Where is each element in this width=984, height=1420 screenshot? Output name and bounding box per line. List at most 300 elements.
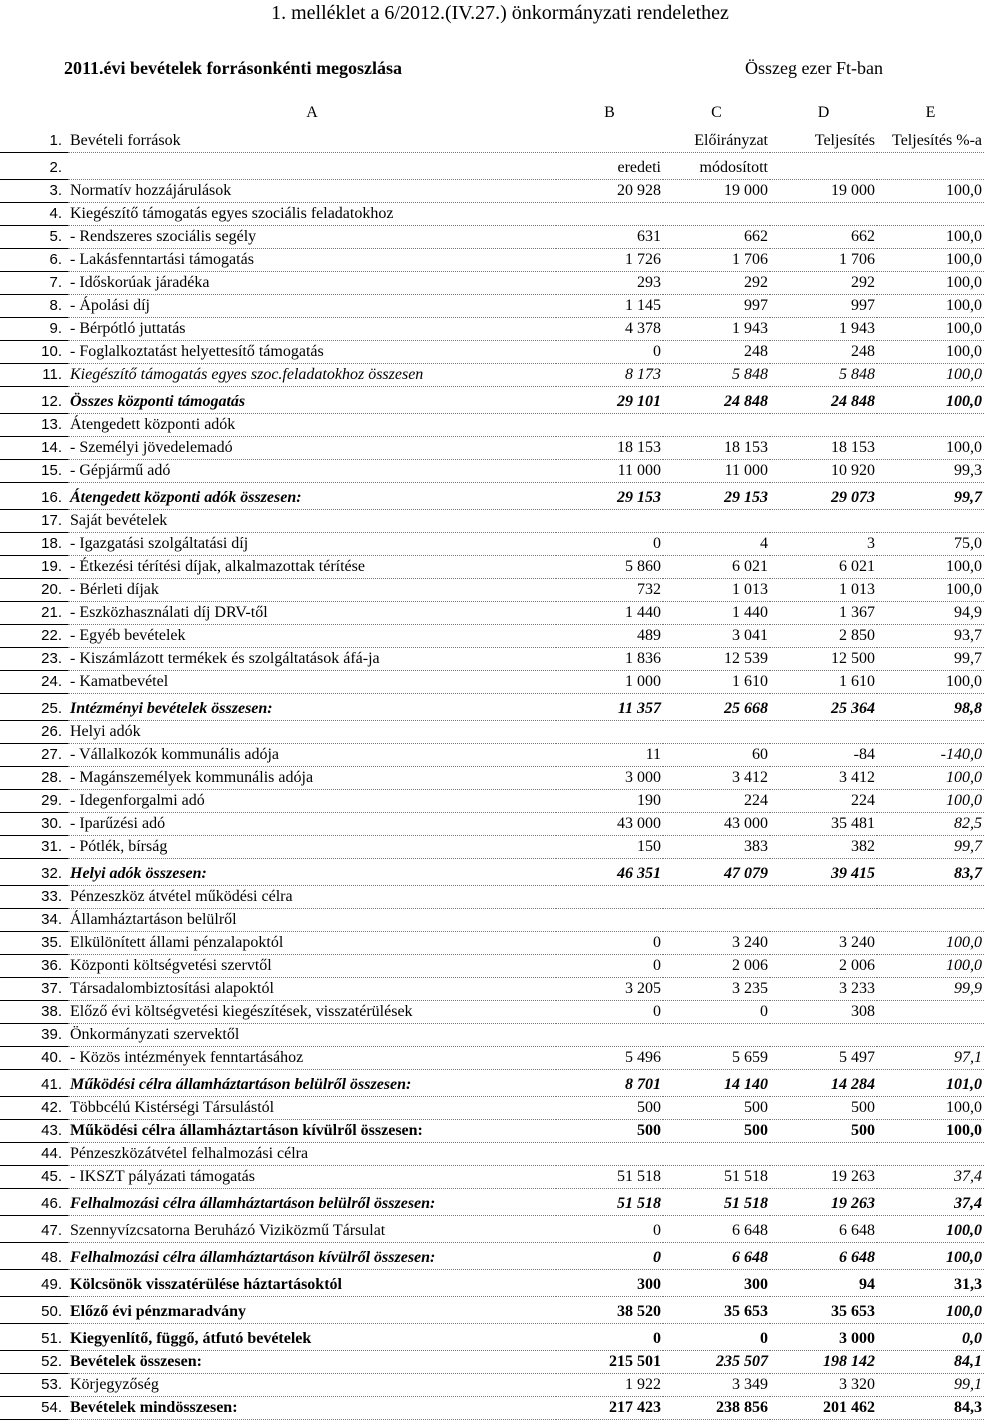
value-modositott	[663, 203, 770, 226]
row-number: 42.	[0, 1097, 68, 1120]
value-teljesites-pct: 97,1	[877, 1047, 984, 1070]
value-teljesites-pct: 100,0	[877, 226, 984, 249]
row-number: 12.	[0, 391, 68, 414]
value-teljesites-pct: 100,0	[877, 437, 984, 460]
value-teljesites-pct	[877, 721, 984, 744]
value-modositott: 18 153	[663, 437, 770, 460]
value-eredeti: 51 518	[556, 1166, 663, 1189]
value-modositott: 1 013	[663, 579, 770, 602]
row-number: 54.	[0, 1397, 68, 1420]
row-number: 6.	[0, 249, 68, 272]
row-label: - Személyi jövedelemadó	[68, 437, 556, 460]
value-teljesites: 3 000	[770, 1328, 877, 1351]
row-label: Kiegészítő támogatás egyes szociális feladatokhoz	[68, 203, 556, 226]
table-row	[0, 414, 984, 437]
value-eredeti: 1 836	[556, 648, 663, 671]
table-row	[0, 886, 984, 909]
value-teljesites-pct: 93,7	[877, 625, 984, 648]
row-label: Pénzeszköz átvétel működési célra	[68, 886, 556, 909]
table-row	[0, 698, 984, 721]
table-row	[0, 744, 984, 767]
table-row	[0, 203, 984, 226]
value-teljesites	[770, 203, 877, 226]
row-label: Felhalmozási célra államháztartáson kívülről összesen:	[68, 1247, 556, 1270]
value-modositott: 6 648	[663, 1247, 770, 1270]
value-teljesites: 18 153	[770, 437, 877, 460]
value-teljesites-pct: 100,0	[877, 341, 984, 364]
table-row	[0, 556, 984, 579]
table-row	[0, 1120, 984, 1143]
value-modositott: 60	[663, 744, 770, 767]
row-number: 15.	[0, 460, 68, 483]
value-teljesites-pct: 37,4	[877, 1193, 984, 1216]
header-b	[556, 130, 663, 153]
row-number: 31.	[0, 836, 68, 859]
value-modositott: 29 153	[663, 487, 770, 510]
value-eredeti: 0	[556, 1328, 663, 1351]
sub-header-c: módosított	[663, 157, 770, 180]
value-modositott: 0	[663, 1001, 770, 1024]
column-letter-c: C	[711, 104, 722, 121]
row-number: 17.	[0, 510, 68, 533]
value-teljesites-pct	[877, 203, 984, 226]
table-row	[0, 295, 984, 318]
value-modositott	[663, 721, 770, 744]
row-number: 34.	[0, 909, 68, 932]
sub-header-label	[68, 157, 556, 180]
value-modositott	[663, 909, 770, 932]
row-label: Helyi adók összesen:	[68, 863, 556, 886]
value-teljesites: 292	[770, 272, 877, 295]
row-number: 49.	[0, 1274, 68, 1297]
value-teljesites: 1 013	[770, 579, 877, 602]
value-teljesites-pct: -140,0	[877, 744, 984, 767]
row-label: - IKSZT pályázati támogatás	[68, 1166, 556, 1189]
value-teljesites: 10 920	[770, 460, 877, 483]
row-number: 8.	[0, 295, 68, 318]
table-row	[0, 648, 984, 671]
value-teljesites: 14 284	[770, 1074, 877, 1097]
value-teljesites-pct: 83,7	[877, 863, 984, 886]
sub-header-row	[0, 157, 984, 180]
value-teljesites-pct: 100,0	[877, 671, 984, 694]
row-label: Kiegyenlítő, függő, átfutó bevételek	[68, 1328, 556, 1351]
table-row	[0, 1193, 984, 1216]
value-teljesites-pct	[877, 909, 984, 932]
value-teljesites: 24 848	[770, 391, 877, 414]
table-row	[0, 341, 984, 364]
value-modositott: 3 240	[663, 932, 770, 955]
value-teljesites-pct: 99,9	[877, 978, 984, 1001]
revenue-table-body	[0, 100, 984, 1420]
value-modositott: 19 000	[663, 180, 770, 203]
value-modositott: 5 848	[663, 364, 770, 387]
value-teljesites-pct: 100,0	[877, 391, 984, 414]
row-number: 13.	[0, 414, 68, 437]
sub-header-d	[770, 157, 877, 180]
row-label: - Eszközhasználati díj DRV-től	[68, 602, 556, 625]
value-teljesites: 308	[770, 1001, 877, 1024]
row-label: - Idegenforgalmi adó	[68, 790, 556, 813]
value-teljesites-pct: 84,3	[877, 1397, 984, 1420]
value-teljesites	[770, 414, 877, 437]
value-teljesites: 5 497	[770, 1047, 877, 1070]
header-d: Teljesítés	[770, 130, 877, 153]
row-label: Pénzeszközátvétel felhalmozási célra	[68, 1143, 556, 1166]
value-modositott: 292	[663, 272, 770, 295]
value-eredeti: 217 423	[556, 1397, 663, 1420]
value-modositott: 2 006	[663, 955, 770, 978]
table-row	[0, 1001, 984, 1024]
sub-header-b: eredeti	[556, 157, 663, 180]
row-number: 35.	[0, 932, 68, 955]
value-eredeti: 43 000	[556, 813, 663, 836]
row-label: - Időskorúak járadéka	[68, 272, 556, 295]
row-label: Intézményi bevételek összesen:	[68, 698, 556, 721]
value-teljesites-pct: 101,0	[877, 1074, 984, 1097]
header-row	[0, 130, 984, 153]
value-teljesites: 248	[770, 341, 877, 364]
value-teljesites-pct: 75,0	[877, 533, 984, 556]
value-teljesites: 1 367	[770, 602, 877, 625]
value-teljesites-pct: 100,0	[877, 1247, 984, 1270]
value-eredeti: 0	[556, 341, 663, 364]
value-teljesites	[770, 1143, 877, 1166]
header-c: Előirányzat	[663, 130, 770, 153]
column-letter-b: B	[604, 104, 615, 121]
value-modositott: 11 000	[663, 460, 770, 483]
table-row	[0, 721, 984, 744]
column-letter-d: D	[817, 104, 830, 121]
row-number: 53.	[0, 1374, 68, 1397]
row-label: - Kiszámlázott termékek és szolgáltatások áfá-ja	[68, 648, 556, 671]
row-number: 20.	[0, 579, 68, 602]
value-modositott: 997	[663, 295, 770, 318]
row-label: Összes központi támogatás	[68, 391, 556, 414]
value-eredeti	[556, 886, 663, 909]
row-number: 44.	[0, 1143, 68, 1166]
row-label: - Kamatbevétel	[68, 671, 556, 694]
table-row	[0, 318, 984, 341]
table-row	[0, 978, 984, 1001]
table-row	[0, 391, 984, 414]
header-label: Bevételi források	[68, 130, 556, 153]
table-row	[0, 836, 984, 859]
value-eredeti: 8 173	[556, 364, 663, 387]
table-row	[0, 1166, 984, 1189]
value-teljesites-pct: 99,1	[877, 1374, 984, 1397]
row-number: 9.	[0, 318, 68, 341]
value-modositott: 1 706	[663, 249, 770, 272]
value-modositott	[663, 1143, 770, 1166]
value-modositott: 5 659	[663, 1047, 770, 1070]
value-teljesites: 2 006	[770, 955, 877, 978]
row-number: 39.	[0, 1024, 68, 1047]
row-label: Normatív hozzájárulások	[68, 180, 556, 203]
value-teljesites-pct: 37,4	[877, 1166, 984, 1189]
value-teljesites	[770, 510, 877, 533]
value-eredeti: 0	[556, 533, 663, 556]
value-teljesites-pct: 100,0	[877, 180, 984, 203]
value-teljesites: 12 500	[770, 648, 877, 671]
row-label: Átengedett központi adók összesen:	[68, 487, 556, 510]
value-eredeti: 3 000	[556, 767, 663, 790]
value-eredeti: 0	[556, 932, 663, 955]
table-row	[0, 671, 984, 694]
row-number: 23.	[0, 648, 68, 671]
table-row	[0, 932, 984, 955]
value-teljesites-pct: 99,7	[877, 487, 984, 510]
row-label: - Vállalkozók kommunális adója	[68, 744, 556, 767]
value-teljesites-pct: 84,1	[877, 1351, 984, 1374]
value-eredeti: 0	[556, 1247, 663, 1270]
value-modositott: 4	[663, 533, 770, 556]
value-eredeti: 5 496	[556, 1047, 663, 1070]
row-label: Előző évi pénzmaradvány	[68, 1301, 556, 1324]
value-eredeti: 500	[556, 1120, 663, 1143]
value-teljesites: 224	[770, 790, 877, 813]
row-label: - Pótlék, bírság	[68, 836, 556, 859]
value-teljesites-pct: 100,0	[877, 1097, 984, 1120]
table-row	[0, 249, 984, 272]
value-modositott: 500	[663, 1097, 770, 1120]
value-teljesites-pct: 98,8	[877, 698, 984, 721]
value-eredeti: 29 101	[556, 391, 663, 414]
table-row	[0, 226, 984, 249]
table-row	[0, 813, 984, 836]
row-number: 16.	[0, 487, 68, 510]
value-eredeti	[556, 1143, 663, 1166]
value-modositott: 0	[663, 1328, 770, 1351]
value-eredeti: 51 518	[556, 1193, 663, 1216]
value-eredeti: 11	[556, 744, 663, 767]
value-teljesites: 6 021	[770, 556, 877, 579]
row-label: - Egyéb bevételek	[68, 625, 556, 648]
value-eredeti	[556, 721, 663, 744]
table-row	[0, 625, 984, 648]
value-eredeti: 631	[556, 226, 663, 249]
table-row	[0, 510, 984, 533]
row-label: Működési célra államháztartáson belülről összesen:	[68, 1074, 556, 1097]
row-number: 36.	[0, 955, 68, 978]
row-number: 46.	[0, 1193, 68, 1216]
value-eredeti	[556, 414, 663, 437]
table-row	[0, 909, 984, 932]
row-label: Központi költségvetési szervtől	[68, 955, 556, 978]
value-modositott: 1 440	[663, 602, 770, 625]
value-eredeti: 18 153	[556, 437, 663, 460]
table-row	[0, 1274, 984, 1297]
value-modositott	[663, 886, 770, 909]
value-teljesites-pct: 99,7	[877, 648, 984, 671]
value-eredeti: 11 357	[556, 698, 663, 721]
value-teljesites: 997	[770, 295, 877, 318]
row-number: 41.	[0, 1074, 68, 1097]
value-teljesites-pct: 100,0	[877, 932, 984, 955]
value-eredeti: 293	[556, 272, 663, 295]
value-eredeti: 732	[556, 579, 663, 602]
table-row	[0, 1220, 984, 1243]
row-number: 50.	[0, 1301, 68, 1324]
row-number: 3.	[0, 180, 68, 203]
table-row	[0, 1074, 984, 1097]
value-eredeti: 1 922	[556, 1374, 663, 1397]
value-modositott: 35 653	[663, 1301, 770, 1324]
value-modositott: 500	[663, 1120, 770, 1143]
value-modositott: 51 518	[663, 1166, 770, 1189]
table-row	[0, 1024, 984, 1047]
row-number: 29.	[0, 790, 68, 813]
value-teljesites-pct: 100,0	[877, 790, 984, 813]
value-teljesites-pct: 100,0	[877, 556, 984, 579]
value-teljesites: 662	[770, 226, 877, 249]
row-label: - Bérleti díjak	[68, 579, 556, 602]
sub-header-e	[877, 157, 984, 180]
value-teljesites-pct: 82,5	[877, 813, 984, 836]
value-modositott: 3 235	[663, 978, 770, 1001]
row-number: 2.	[0, 157, 68, 180]
row-number: 7.	[0, 272, 68, 295]
value-teljesites-pct	[877, 510, 984, 533]
row-number: 25.	[0, 698, 68, 721]
value-teljesites-pct: 100,0	[877, 249, 984, 272]
value-modositott: 14 140	[663, 1074, 770, 1097]
row-number: 47.	[0, 1220, 68, 1243]
value-teljesites: 35 481	[770, 813, 877, 836]
table-row	[0, 1374, 984, 1397]
value-teljesites-pct	[877, 1143, 984, 1166]
value-teljesites: 35 653	[770, 1301, 877, 1324]
value-teljesites-pct: 0,0	[877, 1328, 984, 1351]
value-modositott: 235 507	[663, 1351, 770, 1374]
table-row	[0, 790, 984, 813]
row-label: - Lakásfenntartási támogatás	[68, 249, 556, 272]
value-modositott: 12 539	[663, 648, 770, 671]
value-teljesites-pct: 100,0	[877, 272, 984, 295]
header-e: Teljesítés %-a	[877, 130, 984, 153]
row-label: - Bérpótló juttatás	[68, 318, 556, 341]
row-label: Átengedett központi adók	[68, 414, 556, 437]
row-label: - Közös intézmények fenntartásához	[68, 1047, 556, 1070]
value-teljesites-pct: 99,3	[877, 460, 984, 483]
column-letters-row	[0, 100, 984, 126]
row-number: 11.	[0, 364, 68, 387]
value-modositott: 1 610	[663, 671, 770, 694]
value-teljesites: 3 240	[770, 932, 877, 955]
row-number: 28.	[0, 767, 68, 790]
row-number: 27.	[0, 744, 68, 767]
table-row	[0, 487, 984, 510]
row-label: - Étkezési térítési díjak, alkalmazottak térítése	[68, 556, 556, 579]
value-eredeti: 1 726	[556, 249, 663, 272]
table-row	[0, 460, 984, 483]
value-eredeti	[556, 510, 663, 533]
value-teljesites: 19 263	[770, 1166, 877, 1189]
value-modositott: 224	[663, 790, 770, 813]
table-row	[0, 1328, 984, 1351]
value-teljesites-pct	[877, 1001, 984, 1024]
value-eredeti: 1 440	[556, 602, 663, 625]
value-modositott: 662	[663, 226, 770, 249]
value-teljesites: 5 848	[770, 364, 877, 387]
row-label: Működési célra államháztartáson kívülről összesen:	[68, 1120, 556, 1143]
row-label: - Ápolási díj	[68, 295, 556, 318]
row-label: Körjegyzőség	[68, 1374, 556, 1397]
row-label: Előző évi költségvetési kiegészítések, visszatérülések	[68, 1001, 556, 1024]
heading-row	[0, 55, 960, 81]
value-eredeti: 500	[556, 1097, 663, 1120]
table-row	[0, 1097, 984, 1120]
row-label: Helyi adók	[68, 721, 556, 744]
value-teljesites-pct: 100,0	[877, 364, 984, 387]
value-teljesites-pct	[877, 886, 984, 909]
column-letter-e: E	[925, 104, 936, 121]
unit-label: Összeg ezer Ft-ban	[745, 58, 883, 78]
value-modositott: 3 041	[663, 625, 770, 648]
value-teljesites-pct: 100,0	[877, 295, 984, 318]
value-eredeti: 20 928	[556, 180, 663, 203]
value-teljesites: 6 648	[770, 1247, 877, 1270]
column-letter-a: A	[306, 104, 318, 121]
value-modositott	[663, 1024, 770, 1047]
row-label: - Foglalkoztatást helyettesítő támogatás	[68, 341, 556, 364]
value-eredeti: 46 351	[556, 863, 663, 886]
value-modositott: 238 856	[663, 1397, 770, 1420]
value-modositott: 383	[663, 836, 770, 859]
value-modositott	[663, 510, 770, 533]
table-row	[0, 533, 984, 556]
value-teljesites-pct: 100,0	[877, 1220, 984, 1243]
value-teljesites: 382	[770, 836, 877, 859]
row-number	[0, 100, 68, 126]
value-teljesites-pct: 100,0	[877, 1301, 984, 1324]
row-label: - Igazgatási szolgáltatási díj	[68, 533, 556, 556]
value-modositott: 47 079	[663, 863, 770, 886]
value-eredeti	[556, 203, 663, 226]
row-number: 48.	[0, 1247, 68, 1270]
row-number: 21.	[0, 602, 68, 625]
value-teljesites: 500	[770, 1120, 877, 1143]
table-row	[0, 1351, 984, 1374]
value-eredeti: 150	[556, 836, 663, 859]
value-teljesites: 1 943	[770, 318, 877, 341]
value-eredeti: 300	[556, 1274, 663, 1297]
value-teljesites-pct	[877, 1024, 984, 1047]
value-eredeti: 0	[556, 955, 663, 978]
table-row	[0, 437, 984, 460]
table-heading: 2011.évi bevételek forrásonkénti megoszlása	[64, 58, 402, 78]
row-number: 51.	[0, 1328, 68, 1351]
table-row	[0, 1397, 984, 1420]
value-eredeti: 3 205	[556, 978, 663, 1001]
value-teljesites-pct: 100,0	[877, 579, 984, 602]
row-number: 30.	[0, 813, 68, 836]
row-label: Államháztartáson belülről	[68, 909, 556, 932]
row-number: 32.	[0, 863, 68, 886]
value-eredeti: 11 000	[556, 460, 663, 483]
value-modositott: 300	[663, 1274, 770, 1297]
row-number: 4.	[0, 203, 68, 226]
value-eredeti: 4 378	[556, 318, 663, 341]
row-number: 33.	[0, 886, 68, 909]
row-number: 5.	[0, 226, 68, 249]
value-eredeti: 0	[556, 1001, 663, 1024]
value-teljesites: 3 412	[770, 767, 877, 790]
value-eredeti	[556, 909, 663, 932]
value-teljesites-pct: 94,9	[877, 602, 984, 625]
value-teljesites: -84	[770, 744, 877, 767]
table-row	[0, 1143, 984, 1166]
